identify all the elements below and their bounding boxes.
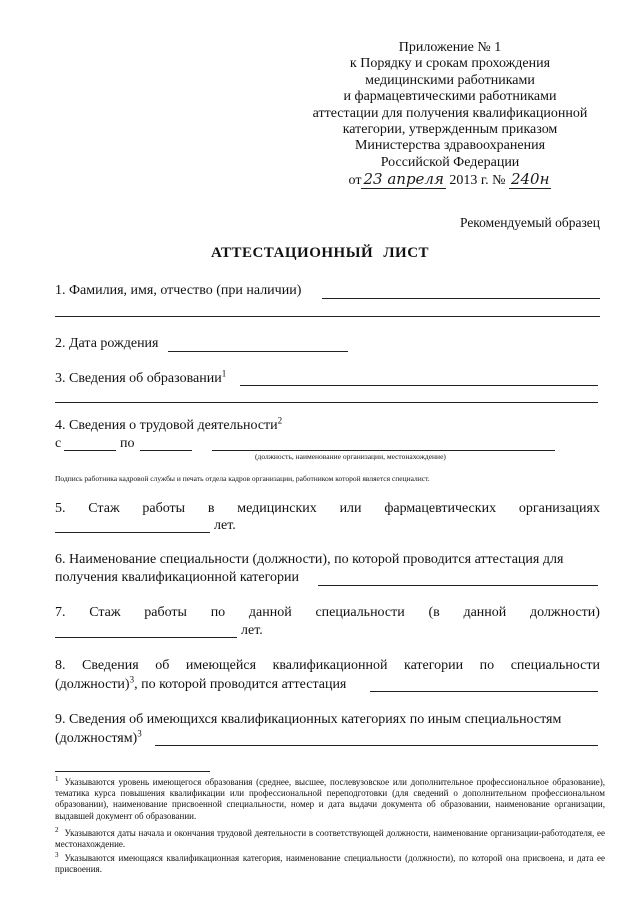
other-categories-label-text: (должностям) [55,731,138,746]
full-name-input-line-2[interactable] [55,316,600,317]
f8-word: Сведения [82,658,139,673]
f7-word: должности) [530,605,600,620]
appendix-header [250,40,640,190]
work-to-input-line[interactable] [140,450,192,451]
f7-word: Стаж [89,605,121,620]
date-prefix: от [348,173,362,189]
field-other-categories-label: 9. Сведения об имеющихся квалификационных категориях по иным специальностям [55,712,562,727]
field-work-history-label [55,415,283,434]
footnote-1 [55,777,605,822]
f5-word: фармацевтических [384,501,497,516]
footnote-text: Указываются даты начала и окончания трудовой деятельности в соответствующей должности, наименование организации-работодателя, ее местонахождение. [55,828,605,850]
footnote-mark: 2 [55,826,59,834]
f5-word: в [207,501,215,516]
footnote-ref: 2 [277,415,283,426]
appendix-line: и фармацевтическими работниками [343,89,557,105]
f7-word: 7. [55,605,66,620]
appendix-line: медицинскими работниками [365,72,535,88]
appendix-line: Приложение № 1 [398,40,502,55]
signature-note: Подпись работника кадровой службы и печать отдела кадров организации, работником которой является специалист. [55,474,430,483]
experience-specialty-unit: лет. [241,623,263,638]
handwritten-date: 23 апреля [363,170,444,189]
order-date-line [250,171,640,189]
education-input-line[interactable] [240,385,598,386]
f5-word: 5. [55,501,66,516]
f7-word: данной [248,605,292,620]
current-category-label-text: (должности) [55,677,130,692]
f8-word: 8. [55,658,66,673]
appendix-line: к Порядку и срокам прохождения [349,56,551,72]
appendix-line: Министерства здравоохранения [354,138,546,154]
f7-word: работы [144,605,187,620]
footnote-text: Указываются имеющаяся квалификационная категория, наименование специальности (должности), по которой она присвоена, и дата ее присвоения. [55,853,605,875]
work-history-label-text: 4. Сведения о трудовой деятельности [55,418,278,433]
experience-specialty-input-line[interactable] [55,637,237,638]
appendix-line: Российской Федерации [380,154,520,170]
f8-word: об [155,658,170,673]
field-experience-total-label [55,501,600,517]
work-position-caption: (должность, наименование организации, местонахождение) [255,452,446,461]
footnote-text: Указываются уровень имеющегося образования (среднее, высшее, послевузовское или дополнительное профессиональное образование), тематика курса повышения квалификации или профессиональной переподготовки (для сведений о дополнительном профессиональном образовании), наименование присвоенной специальности, номер и дата выдачи документа об образовании, наименование организации, выдавшей документ об образовании. [55,777,605,821]
footnote-divider [55,771,210,772]
f8-word: имеющейся [185,658,257,673]
field-full-name-label: 1. Фамилия, имя, отчество (при наличии) [55,283,302,298]
f7-word: специальности [315,605,405,620]
full-name-input-line[interactable] [322,298,600,299]
date-year: 2013 г. № [449,173,506,189]
footnote-mark: 1 [55,775,59,783]
other-categories-input-line[interactable] [155,745,598,746]
appendix-line: аттестации для получения квалификационной [312,105,588,121]
education-input-line-2[interactable] [55,402,598,403]
birth-date-input-line[interactable] [168,351,348,352]
field-current-category-label-line2 [55,674,347,693]
footnote-3 [55,853,605,875]
work-from-label: с [55,436,62,451]
f5-word: Стаж [88,501,120,516]
footnote-ref: 3 [137,728,142,739]
field-experience-specialty-label [55,605,600,621]
footnote-2 [55,828,605,850]
field-birth-date-label: 2. Дата рождения [55,336,159,351]
f7-word: данной [463,605,507,620]
experience-total-unit: лет. [214,518,236,533]
work-position-input-line[interactable] [212,450,555,451]
f8-word: категории [403,658,464,673]
specialty-input-line[interactable] [318,585,598,586]
sample-label: Рекомендуемый образец [459,215,600,230]
work-to-label: по [120,436,135,451]
current-category-label-tail: , по которой проводится аттестация [134,677,347,692]
field-education-label [55,368,227,387]
f7-word: по [210,605,226,620]
handwritten-order-number: 240н [510,170,550,189]
field-specialty-label: 6. Наименование специальности (должности), по которой проводится аттестация для [55,552,564,567]
work-from-input-line[interactable] [64,450,116,451]
experience-total-input-line[interactable] [55,532,210,533]
field-current-category-label [55,658,600,674]
current-category-input-line[interactable] [370,691,598,692]
f7-word: (в [428,605,440,620]
appendix-line: категории, утвержденным приказом [342,122,558,138]
f5-word: работы [142,501,186,516]
education-label-text: 3. Сведения об образовании [55,371,222,386]
footnote-ref: 1 [221,368,227,379]
f8-word: квалификационной [272,658,388,673]
field-other-categories-label-line2 [55,728,142,747]
footnote-mark: 3 [55,851,59,859]
f8-word: специальности [510,658,600,673]
page-title: АТТЕСТАЦИОННЫЙ ЛИСТ [210,245,430,261]
field-specialty-label-line2: получения квалификационной категории [55,570,299,585]
f5-word: или [339,501,362,516]
footnote-ref: 3 [129,674,135,685]
f5-word: организациях [518,501,600,516]
f8-word: по [479,658,495,673]
f5-word: медицинских [237,501,317,516]
